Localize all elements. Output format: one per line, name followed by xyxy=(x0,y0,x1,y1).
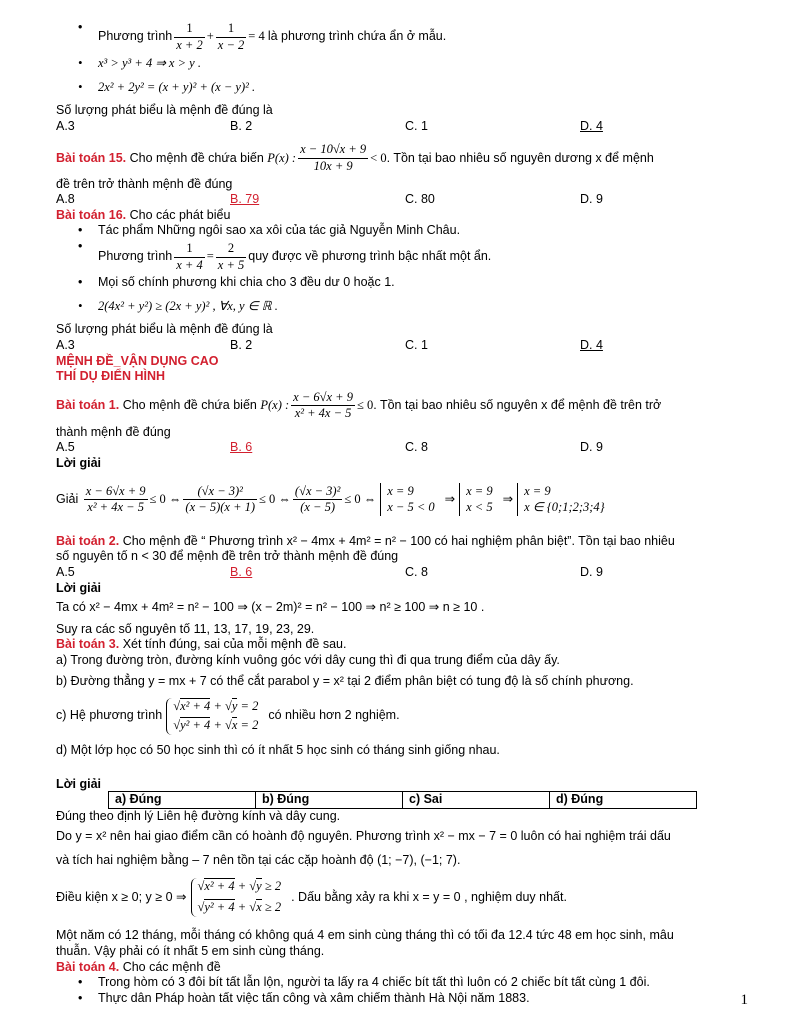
problem-15: Bài toán 15. Cho mệnh đề chứa biến P(x) : $\frac{x - 10√x + 9}{10x + 9}$ < 0 . Tồn tại bao nhiêu số nguyên dương x để mệnh xyxy=(56,142,654,173)
statement-1: • Trong hòm có 3 đôi bít tất lẫn lộn, người ta lấy ra 4 chiếc bít tất thì luôn có 2 chiếc bít tất cùng 1 đôi. xyxy=(56,975,728,991)
solution-calc: Ta có x² − 4mx + 4m² = n² − 100 ⇒ (x − 2m)² = n² − 100 ⇒ n² ≥ 100 ⇒ n ≥ 10 . xyxy=(56,600,485,615)
answer-cell: d) Đúng xyxy=(550,791,697,808)
explanation-c: Điều kiện x ≥ 0; y ≥ 0 ⇒ √x² + 4 + √y ≥ 2 √y² + 4 + √x ≥ 2 . Dấu bằng xảy ra khi x = y = 0 , nghiệm duy nhất. xyxy=(56,870,728,924)
question-text: Số lượng phát biểu là mệnh đề đúng là xyxy=(56,322,273,337)
problem-15-continued: đề trên trở thành mệnh đề đúng xyxy=(56,176,233,191)
statement-3: • Mọi số chính phương khi chia cho 3 đều dư 0 hoặc 1. xyxy=(56,275,728,291)
solution-derivation: Giải $\frac{x - 6√x + 9}{\text{x² + 4x − 5}}$ ≤ 0 ⇔ $\frac{\text{(√x − 3)²}}{(x - 5)(x + 1)}$ ≤ 0 ⇔ $\frac{\text{(√x − 3)²}}{(x - 5)}$ ≤ 0 ⇔ x = 9 x − 5 < 0 ⇒ x = 9 x < 5 ⇒ x = 9 x ∈ {0;1;2;3;4} xyxy=(56,472,728,528)
answer-options: A.8 B. 79 C. 80 D. 9 xyxy=(56,192,603,207)
answer-table xyxy=(108,791,697,809)
example-1-continued: thành mệnh đề đúng xyxy=(56,424,171,439)
statement-2: • Phương trình $\frac{1}{x + 4}$ = $\frac{2}{x + 5}$ quy được về phương trình bậc nhất một ẩn. xyxy=(56,239,728,275)
page-number: 1 xyxy=(740,992,748,1009)
solution-answers: Lời giải xyxy=(56,776,102,791)
explanation-b-cont: và tích hai nghiệm bằng – 7 nên tồn tại các cặp hoành độ (1; −7), (−1; 7). xyxy=(56,852,461,867)
equation-system: √x² + 4 + √y = 2 √y² + 4 + √x = 2 xyxy=(166,698,264,735)
problem-16: Bài toán 16. Cho các phát biểu xyxy=(56,207,231,222)
fraction: $\frac{1}{x + 4}$ xyxy=(176,240,203,272)
example-2-continued: số nguyên tố n < 30 để mệnh đề trên trở thành mệnh đề đúng xyxy=(56,549,399,564)
answer-options: A.5 B. 6 C. 8 D. 9 xyxy=(56,564,603,579)
answer-options: A.3 B. 2 C. 1 D. 4 xyxy=(56,337,603,352)
solution-heading: Lời giải xyxy=(56,580,102,595)
fraction: $\frac{x - 10√x + 9}{10x + 9}$ xyxy=(300,142,367,173)
statement-d: d) Một lớp học có 50 học sinh thì có ít nhất 5 học sinh có tháng sinh giống nhau. xyxy=(56,743,500,758)
statement-c: c) Hệ phương trình √x² + 4 + √y = 2 √y² + 4 + √x = 2 có nhiều hơn 2 nghiệm. xyxy=(56,691,728,741)
equation-system: √x² + 4 + √y ≥ 2 √y² + 4 + √x ≥ 2 xyxy=(191,878,288,917)
statement-b: b) Đường thẳng y = mx + 7 có thể cắt parabol y = x² tại 2 điểm phân biệt có tung độ là số chính phương. xyxy=(56,673,634,688)
answer-options: A.3 B. 2 C. 1 D. 4 xyxy=(56,118,603,133)
document-page xyxy=(56,20,728,1007)
answer-options: A.5 B. 6 C. 8 D. 9 xyxy=(56,440,603,455)
fraction: $\frac{1}{x - 2}$ xyxy=(217,20,245,52)
example-3: Bài toán 3. Xét tính đúng, sai của mỗi mệnh đề sau. xyxy=(56,637,347,652)
question-text: Số lượng phát biểu là mệnh đề đúng là xyxy=(56,103,273,118)
bullet-equation-denominator: • Phương trình $\frac{1}{x + 2}$ + $\frac{1}{x - 2}$ = 4 là phương trình chứa ẩn ở mẫu. xyxy=(56,20,728,54)
solution-heading: Lời giải xyxy=(56,456,102,470)
statement-2: • Thực dân Pháp hoàn tất việc tấn công và xâm chiếm thành Hà Nội năm 1883. xyxy=(56,991,728,1007)
fraction: $\frac{1}{x + 2}$ xyxy=(176,20,203,52)
bullet-cube-inequality: • x³ > y³ + 4 ⇒ x > y . xyxy=(56,56,728,72)
example-1: Bài toán 1. Cho mệnh đề chứa biến P(x) : $\frac{x - 6√x + 9}{\text{x² + 4x − 5}}$ ≤ 0 . Tồn tại bao nhiêu số nguyên x để mệnh đề trên trở xyxy=(56,389,662,421)
fraction: $\frac{x - 6√x + 9}{\text{x² + 4x − 5}}$ xyxy=(293,389,353,421)
section-heading: MỆNH ĐỀ_VẬN DỤNG CAO xyxy=(56,353,219,368)
statement-4: • 2(4x² + y²) ≥ (2x + y)² , ∀x, y ∈ ℝ . xyxy=(56,299,728,315)
answer-cell: a) Đúng xyxy=(109,791,256,808)
example-2: Bài toán 2. Cho mệnh đề “ Phương trình x² − 4mx + 4m² = n² − 100 có hai nghiệm phân biệt”. Tồn tại bao nhiêu xyxy=(56,533,675,548)
answer-cell: c) Sai xyxy=(403,791,550,808)
answer-cell: b) Đúng xyxy=(256,791,403,808)
statement-1: • Tác phẩm Những ngôi sao xa xôi của tác giả Nguyễn Minh Châu. xyxy=(56,223,728,239)
explanation-b: Do y = x² nên hai giao điểm cần có hoành độ nguyên. Phương trình x² − mx − 7 = 0 luôn có hai nghiệm trái dấu xyxy=(56,829,671,844)
explanation-d-cont: thuẫn. Vậy phải có ít nhất 5 em sinh cùng tháng. xyxy=(56,944,325,958)
section-subheading: THÍ DỤ ĐIỂN HÌNH xyxy=(56,369,166,384)
bullet-square-identity: • 2x² + 2y² = (x + y)² + (x − y)² . xyxy=(56,80,728,96)
fraction: $\frac{2}{x + 5}$ xyxy=(217,240,245,272)
solution-result: Suy ra các số nguyên tố 11, 13, 17, 19, 23, 29. xyxy=(56,621,315,636)
explanation-a: Đúng theo định lý Liên hệ đường kính và dây cung. xyxy=(56,808,341,823)
statement-a: a) Trong đường tròn, đường kính vuông góc với dây cung thì đi qua trung điểm của dây ấy. xyxy=(56,653,560,667)
explanation-d: Một năm có 12 tháng, mỗi tháng có không quá 4 em sinh cùng tháng thì có tối đa 12.4 tức 48 em học sinh, mâu xyxy=(56,928,674,943)
example-4: Bài toán 4. Cho các mệnh đề xyxy=(56,959,221,974)
